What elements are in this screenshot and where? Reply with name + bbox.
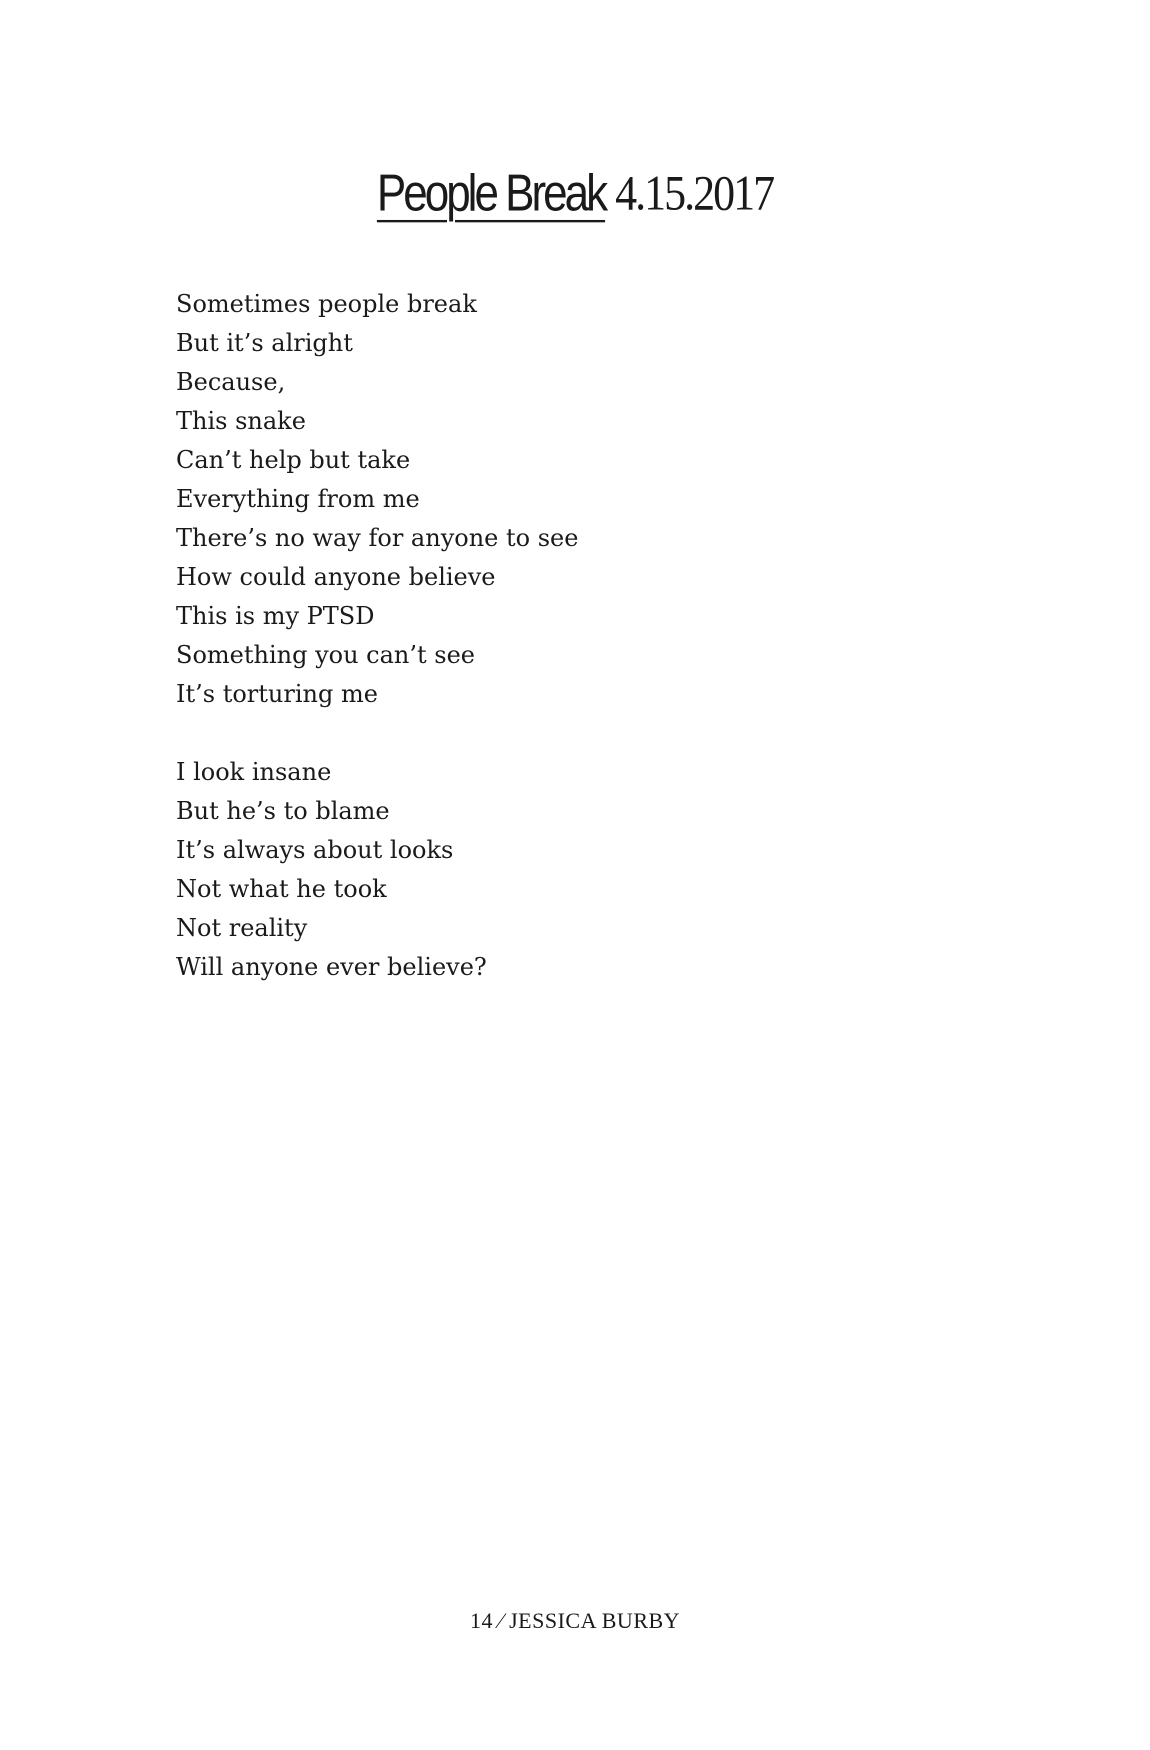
page-footer: 14 ⁄ JESSICA BURBY xyxy=(469,1608,681,1633)
poem-line: Not what he took xyxy=(176,875,387,903)
poem-line: Can’t help but take xyxy=(176,446,411,474)
poem-line: Everything from me xyxy=(176,485,420,513)
poem-line: Something you can’t see xyxy=(176,641,476,669)
poem-line: But it’s alright xyxy=(176,329,353,357)
poem-line: This snake xyxy=(176,407,306,435)
poem-line: Because, xyxy=(176,368,286,396)
poem-line: This is my PTSD xyxy=(176,602,375,630)
poem-line: There’s no way for anyone to see xyxy=(176,524,579,552)
poem-body xyxy=(176,285,976,987)
poem-line: Will anyone ever believe? xyxy=(176,953,487,981)
poem-title-date: 4.15.2017 xyxy=(615,166,774,221)
stanza-2 xyxy=(176,753,976,987)
poem-line: Not reality xyxy=(176,914,308,942)
poem-line: It’s always about looks xyxy=(176,836,454,864)
poem-line: How could anyone believe xyxy=(176,563,496,591)
poem-title-text: People Break xyxy=(376,164,606,223)
poem-line: I look insane xyxy=(176,758,332,786)
stanza-1 xyxy=(176,285,976,714)
poem-line: Sometimes people break xyxy=(176,290,477,318)
poem-line: But he’s to blame xyxy=(176,797,390,825)
poem-title xyxy=(0,164,1150,223)
poem-line: It’s torturing me xyxy=(176,680,378,708)
